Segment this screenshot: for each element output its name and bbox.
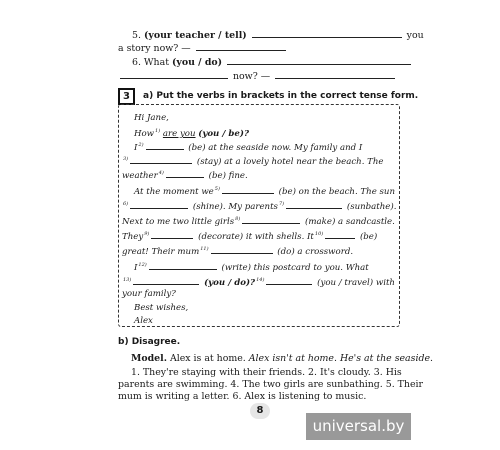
letter-line-13: your family? bbox=[122, 289, 176, 299]
gap-blank[interactable] bbox=[146, 140, 184, 150]
text: Next to me two little girls bbox=[122, 216, 235, 227]
answer-blank[interactable] bbox=[227, 55, 411, 65]
text: weather bbox=[122, 170, 158, 181]
gap-number: 10) bbox=[314, 231, 324, 237]
letter-line-8 bbox=[122, 213, 395, 228]
q5-end: you bbox=[406, 30, 424, 41]
model-answer: Alex isn't at home. He's at the seaside. bbox=[248, 353, 433, 364]
text: (write) this postcard to you. What bbox=[221, 262, 369, 273]
letter-line-3 bbox=[134, 139, 362, 154]
text: They bbox=[122, 231, 144, 242]
gap-number: 6) bbox=[123, 201, 129, 207]
gap-blank[interactable] bbox=[133, 275, 199, 285]
gap-number: 11) bbox=[200, 246, 209, 252]
text: (you / travel) with bbox=[317, 277, 395, 288]
gap-blank[interactable] bbox=[286, 199, 342, 209]
letter-line-9 bbox=[122, 228, 377, 243]
model-line bbox=[131, 353, 433, 365]
model-label: Model. bbox=[131, 353, 167, 364]
letter-box bbox=[118, 104, 400, 327]
text: (do) a crossword. bbox=[277, 246, 354, 257]
letter-line-12 bbox=[122, 274, 395, 289]
text: (make) a sandcastle. bbox=[305, 216, 395, 227]
letter-line-6 bbox=[134, 183, 395, 198]
verb-bracket: (you / do)? bbox=[204, 277, 256, 288]
page-number: 8 bbox=[250, 403, 270, 419]
gap-number: 2) bbox=[138, 142, 144, 148]
letter-line-4 bbox=[122, 153, 384, 168]
text: (stay) at a lovely hotel near the beach. The bbox=[196, 156, 384, 167]
gap-number: 4) bbox=[158, 170, 164, 176]
letter-greeting: Hi Jane, bbox=[134, 113, 169, 123]
gap-blank[interactable] bbox=[325, 229, 355, 239]
watermark: universal.by bbox=[306, 413, 411, 440]
text: (sunbathe). bbox=[346, 201, 397, 212]
text: (decorate) it with shells. It bbox=[198, 231, 314, 242]
q6-start: 6. What bbox=[132, 57, 169, 68]
text: (be) at the seaside now. My family and I bbox=[188, 142, 363, 153]
gap-number: 13) bbox=[123, 277, 132, 283]
model-text: Alex is at home. bbox=[169, 353, 246, 364]
exercise-number-badge bbox=[118, 88, 135, 105]
text: great! Their mum bbox=[122, 246, 200, 257]
text: I bbox=[134, 262, 138, 273]
text: I bbox=[134, 142, 138, 153]
text: (shine). My parents bbox=[192, 201, 278, 212]
sentences-line-1: 1. They're staying with their friends. 2. It's cloudy. 3. His bbox=[131, 367, 402, 378]
text: How bbox=[134, 128, 155, 139]
gap-blank[interactable] bbox=[211, 244, 273, 254]
question-6-line2 bbox=[118, 69, 397, 83]
letter-closing: Best wishes, bbox=[134, 303, 189, 313]
gap-blank[interactable] bbox=[130, 199, 188, 209]
gap-number: 7) bbox=[278, 201, 285, 207]
gap-number: 14) bbox=[256, 277, 265, 283]
letter-line-7 bbox=[122, 198, 396, 213]
answer-blank[interactable] bbox=[252, 28, 402, 38]
q5-number: 5. bbox=[132, 30, 141, 41]
q5-bracket: (your teacher / tell) bbox=[143, 30, 247, 41]
example-answer: are you bbox=[162, 128, 196, 139]
q6-bracket: (you / do) bbox=[171, 57, 223, 68]
exercise-number: 3 bbox=[123, 91, 130, 102]
exercise-instruction-a: a) Put the verbs in brackets in the correct tense form. bbox=[143, 91, 419, 101]
gap-blank[interactable] bbox=[166, 168, 204, 178]
sentences-line-2: parents are swimming. 4. The two girls are sunbathing. 5. Their bbox=[118, 379, 423, 390]
answer-blank[interactable] bbox=[275, 69, 395, 79]
answer-blank[interactable] bbox=[120, 69, 228, 79]
q6-line2-text: now? — bbox=[232, 71, 271, 82]
letter-line-11 bbox=[134, 259, 369, 274]
letter-line-2 bbox=[134, 125, 249, 140]
question-5-line2 bbox=[118, 41, 288, 55]
gap-blank[interactable] bbox=[266, 275, 312, 285]
gap-number: 12) bbox=[138, 262, 147, 268]
gap-blank[interactable] bbox=[151, 229, 193, 239]
gap-blank[interactable] bbox=[130, 154, 192, 164]
gap-blank[interactable] bbox=[222, 184, 274, 194]
gap-blank[interactable] bbox=[242, 214, 300, 224]
letter-signature: Alex bbox=[134, 316, 153, 326]
question-5-line bbox=[132, 28, 424, 42]
gap-blank[interactable] bbox=[149, 260, 217, 270]
letter-line-5 bbox=[122, 167, 248, 182]
answer-blank[interactable] bbox=[196, 41, 286, 51]
text: (be) fine. bbox=[208, 170, 248, 181]
question-6-line bbox=[132, 55, 413, 69]
verb-bracket: (you / be)? bbox=[198, 128, 250, 139]
q5-line2-text: a story now? — bbox=[118, 43, 191, 54]
text: (be) on the beach. The sun bbox=[278, 186, 395, 197]
text: At the moment we bbox=[134, 186, 214, 197]
gap-number: 8) bbox=[235, 216, 241, 222]
exercise-instruction-b: b) Disagree. bbox=[118, 337, 181, 347]
text: (be) bbox=[359, 231, 378, 242]
sentences-line-3: mum is writing a letter. 6. Alex is listening to music. bbox=[118, 391, 367, 402]
gap-number: 9) bbox=[144, 231, 150, 237]
gap-number: 3) bbox=[123, 156, 129, 162]
gap-number: 1) bbox=[155, 128, 161, 134]
gap-number: 5) bbox=[214, 186, 220, 192]
letter-line-10 bbox=[122, 243, 353, 258]
